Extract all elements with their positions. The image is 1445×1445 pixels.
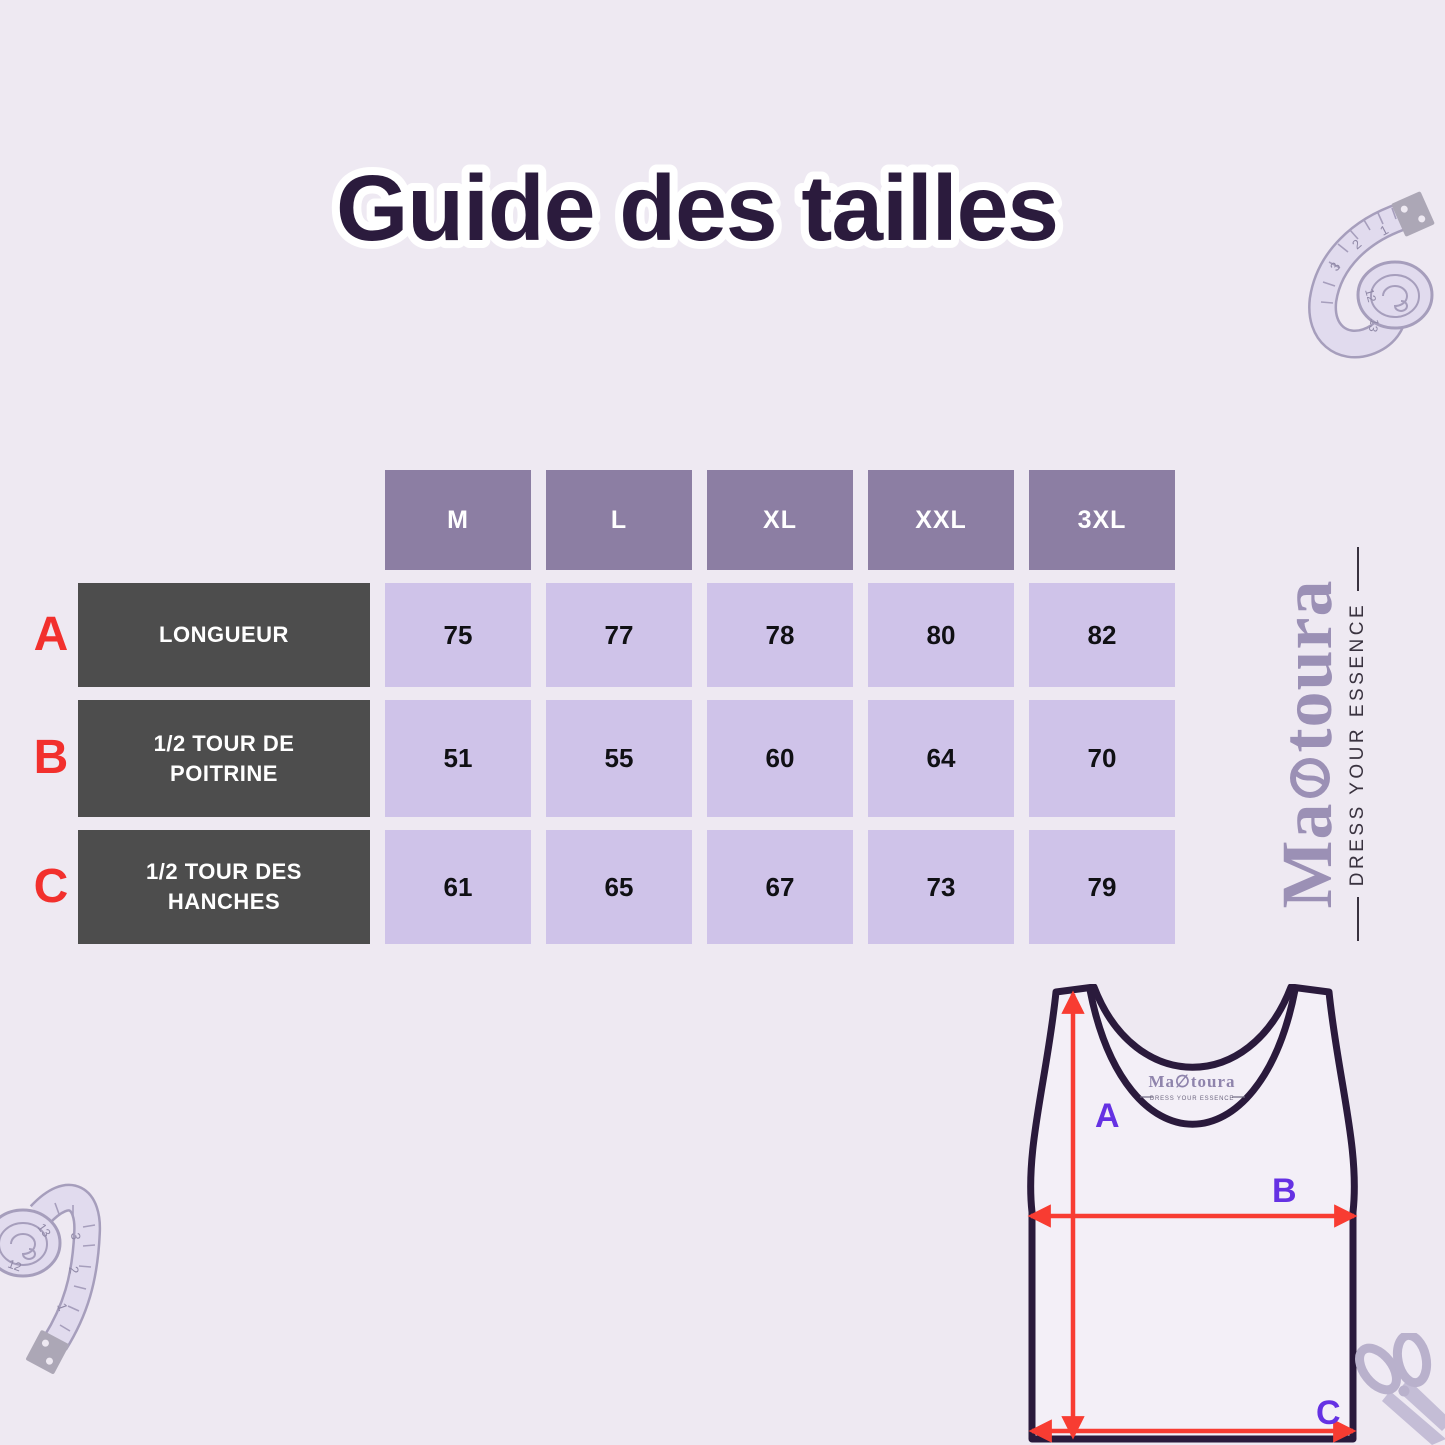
- diagram-letter-b: B: [1272, 1172, 1297, 1210]
- row-label-text: LONGUEUR: [159, 622, 289, 648]
- tagline-dash-right: [1357, 547, 1360, 591]
- value-hanches-xl: 67: [707, 830, 853, 944]
- row-letter-b: B: [33, 731, 69, 784]
- tape-number: 13: [1365, 317, 1382, 334]
- brand-name-suffix: toura: [1267, 579, 1347, 753]
- row-label-text: 1/2 TOUR DE POITRINE: [153, 730, 295, 786]
- page-title: Guide des tailles: [335, 156, 1059, 260]
- value-longueur-3xl: 82: [1029, 583, 1175, 687]
- tagline-dash-left: [1357, 897, 1360, 941]
- neck-brand-o-glyph: ∅: [1175, 1072, 1191, 1091]
- tape-number: 3: [1326, 259, 1344, 274]
- tank-outline: [1031, 987, 1355, 1439]
- neck-label-brand: [1148, 1072, 1235, 1091]
- value-hanches-l: 65: [546, 830, 692, 944]
- row-letter-a: A: [33, 608, 69, 661]
- value-poitrine-xxl: 64: [868, 700, 1014, 817]
- brand-o-glyph-icon: [1287, 755, 1333, 801]
- size-table: [78, 470, 1175, 944]
- page-title-block: [0, 128, 1445, 288]
- value-longueur-m: 75: [385, 583, 531, 687]
- size-column-xl: XL: [707, 470, 853, 570]
- brand-logo: [1260, 514, 1380, 974]
- value-longueur-l: 77: [546, 583, 692, 687]
- tape-number: 13: [34, 1220, 54, 1240]
- value-poitrine-xl: 60: [707, 700, 853, 817]
- measuring-tape-bottom-left-icon: [0, 1175, 135, 1425]
- brand-name-prefix: Ma: [1267, 802, 1347, 909]
- measuring-tape-top-right-icon: [1295, 168, 1445, 373]
- row-label-longueur: [78, 583, 370, 687]
- value-hanches-m: 61: [385, 830, 531, 944]
- neck-label-tagline: DRESS YOUR ESSENCE: [1149, 1096, 1235, 1102]
- tape-number: 2: [66, 1265, 82, 1275]
- diagram-letter-c: C: [1316, 1394, 1341, 1432]
- value-longueur-xl: 78: [707, 583, 853, 687]
- value-poitrine-l: 55: [546, 700, 692, 817]
- row-label-poitrine: [78, 700, 370, 817]
- brand-name: [1267, 579, 1347, 909]
- size-column-l: L: [546, 470, 692, 570]
- neck-brand-suffix: toura: [1190, 1072, 1236, 1091]
- tank-top-diagram: [1020, 984, 1365, 1445]
- tape-number: 12: [5, 1256, 24, 1275]
- diagram-letter-a: A: [1095, 1097, 1120, 1135]
- row-label-hanches: [78, 830, 370, 944]
- scissors-icon: [1346, 1333, 1445, 1445]
- value-hanches-3xl: 79: [1029, 830, 1175, 944]
- value-hanches-xxl: 73: [868, 830, 1014, 944]
- row-letter-c: C: [33, 860, 69, 913]
- tape-coil: [0, 1210, 60, 1276]
- neck-brand-prefix: Ma: [1148, 1072, 1176, 1091]
- tape-number: 2: [1348, 236, 1365, 253]
- table-corner-spacer: [78, 470, 370, 570]
- value-poitrine-3xl: 70: [1029, 700, 1175, 817]
- tape-coil: [1358, 262, 1432, 333]
- brand-tagline: [1347, 547, 1369, 941]
- tape-number: 1: [1377, 222, 1391, 239]
- size-column-3xl: 3XL: [1029, 470, 1175, 570]
- size-column-xxl: XXL: [868, 470, 1014, 570]
- row-label-text: 1/2 TOUR DES HANCHES: [146, 859, 302, 914]
- value-longueur-xxl: 80: [868, 583, 1014, 687]
- brand-tagline-text: DRESS YOUR ESSENCE: [1347, 601, 1368, 887]
- tape-number: 1: [54, 1300, 71, 1313]
- size-column-m: M: [385, 470, 531, 570]
- tape-number: 3: [68, 1231, 84, 1241]
- tape-number: 12: [1362, 287, 1380, 304]
- value-poitrine-m: 51: [385, 700, 531, 817]
